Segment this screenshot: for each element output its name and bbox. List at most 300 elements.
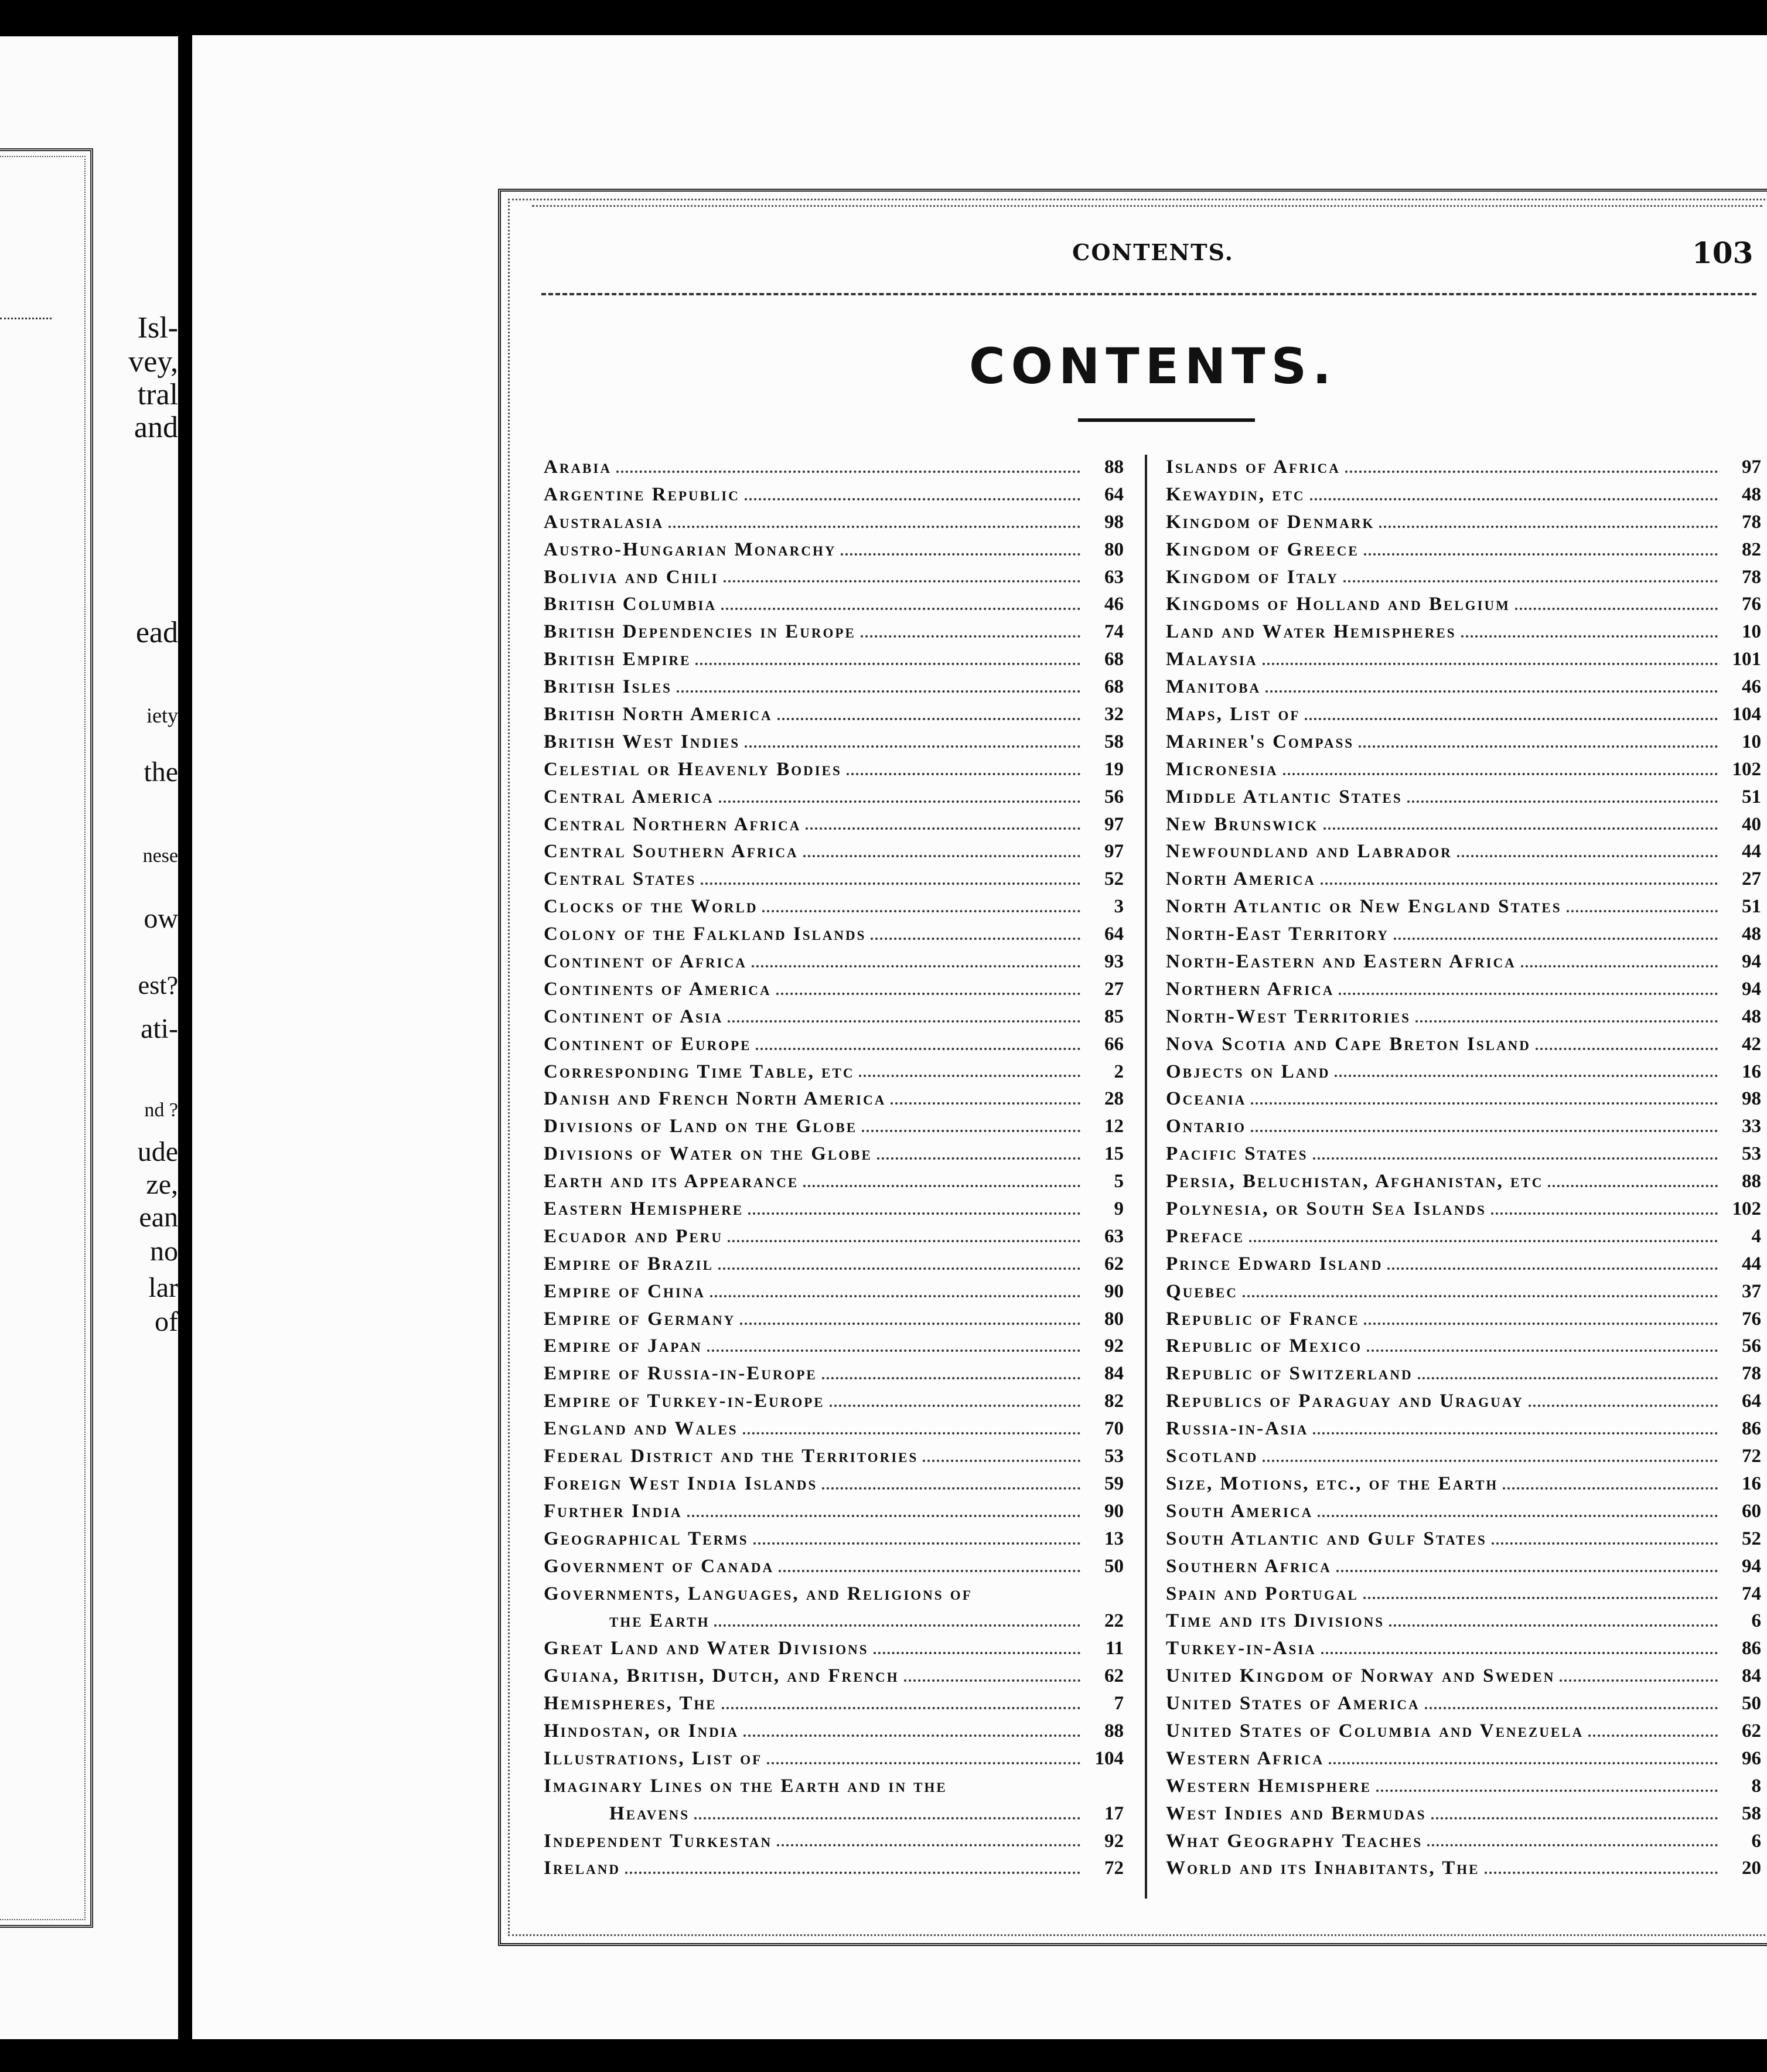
left-text-fragment: ow: [144, 903, 178, 934]
toc-entry-title: Arabia: [544, 456, 612, 478]
toc-entry-page: 60: [1742, 1500, 1761, 1522]
toc-entry-title: Oceania: [1166, 1088, 1247, 1110]
leader-dots: [677, 682, 1080, 693]
leader-dots: [1548, 1177, 1718, 1187]
toc-entry: [1166, 1195, 1761, 1223]
leader-dots: [1318, 1507, 1718, 1517]
toc-entry-title: Bolivia and Chili: [544, 566, 719, 588]
leader-dots: [722, 1699, 1080, 1709]
toc-entry-page: 97: [1742, 456, 1761, 478]
toc-entry-page: 78: [1742, 566, 1761, 588]
toc-entry: [544, 509, 1124, 536]
leader-dots: [1461, 627, 1718, 638]
toc-entry: [1166, 1607, 1761, 1635]
toc-entry: [544, 1360, 1124, 1388]
leader-dots: [1336, 1562, 1718, 1572]
toc-entry: [544, 1140, 1124, 1168]
leader-dots: [719, 792, 1080, 803]
left-text-fragment: ude: [137, 1136, 178, 1167]
leader-dots: [871, 929, 1080, 940]
leader-dots: [777, 710, 1080, 720]
left-text-fragment: vey,: [128, 345, 178, 379]
leader-dots: [707, 1341, 1080, 1352]
leader-dots: [830, 1396, 1080, 1407]
toc-entry-title: North-East Territory: [1166, 923, 1389, 945]
toc-entry-title: Federal District and the Territories: [544, 1446, 919, 1467]
toc-entry-title: Ecuador and Peru: [544, 1225, 723, 1247]
toc-entry: [1166, 618, 1761, 646]
toc-entry-page: 72: [1742, 1446, 1761, 1467]
toc-entry: [1166, 591, 1761, 618]
leader-dots: [728, 1232, 1080, 1242]
toc-entry: [544, 591, 1124, 618]
toc-entry: [1166, 1388, 1761, 1415]
toc-entry: [1166, 865, 1761, 893]
left-text-fragment: no: [150, 1236, 178, 1267]
toc-entry-title: Turkey-in-Asia: [1166, 1638, 1316, 1659]
toc-entry-title: Republic of Mexico: [1166, 1335, 1363, 1357]
toc-entry-title: Size, Motions, etc., of the Earth: [1166, 1473, 1499, 1494]
toc-entry: [544, 1470, 1124, 1498]
left-text-fragment: ead: [135, 616, 178, 649]
toc-entry-title: Republic of France: [1166, 1308, 1360, 1330]
leader-dots: [1263, 655, 1718, 665]
toc-entry: [544, 1333, 1124, 1361]
toc-entry-page: 52: [1104, 868, 1124, 890]
toc-entry-title: Australasia: [544, 511, 664, 533]
toc-entry-page: 104: [1732, 704, 1761, 725]
toc-entry: [544, 1415, 1124, 1443]
leader-dots: [861, 627, 1080, 638]
toc-entry-page: 37: [1742, 1280, 1761, 1302]
toc-entry-title: Great Land and Water Divisions: [544, 1638, 869, 1659]
toc-entry: [1166, 1690, 1761, 1717]
toc-entry-page: 92: [1104, 1335, 1124, 1357]
leader-dots: [721, 599, 1080, 610]
toc-entry: [1166, 1635, 1761, 1662]
toc-entry: [1166, 1773, 1761, 1800]
toc-entry-title: Maps, List of: [1166, 704, 1301, 725]
toc-entry-title: Argentine Republic: [544, 483, 740, 505]
toc-entry: [1166, 1113, 1761, 1140]
leader-dots: [822, 1479, 1080, 1490]
leader-dots: [694, 1809, 1080, 1819]
leader-dots: [891, 1094, 1080, 1105]
leader-dots: [1364, 1314, 1718, 1325]
leader-dots: [1251, 1122, 1718, 1132]
toc-entry: [1166, 1085, 1761, 1113]
toc-entry-title: Kewaydin, etc: [1166, 483, 1305, 505]
toc-entry-title: Preface: [1166, 1225, 1245, 1247]
leader-dots: [806, 819, 1080, 830]
leader-dots: [1394, 929, 1718, 940]
leader-dots: [1567, 902, 1718, 912]
leader-dots: [1313, 1424, 1718, 1434]
toc-entry: [544, 728, 1124, 756]
left-text-fragment: ean: [139, 1202, 178, 1233]
leader-dots: [904, 1671, 1080, 1682]
toc-entry-page: 48: [1742, 483, 1761, 505]
toc-entry-title: Objects on Land: [1166, 1061, 1331, 1082]
leader-dots: [1251, 1094, 1718, 1105]
toc-entry-title: Divisions of Water on the Globe: [544, 1143, 872, 1165]
toc-entry: [544, 811, 1124, 839]
toc-entry-title: South America: [1166, 1500, 1314, 1522]
leader-dots: [877, 1149, 1080, 1160]
toc-entry-page: 53: [1742, 1143, 1761, 1165]
toc-entry-title: United States of America: [1166, 1693, 1420, 1715]
toc-entry-page: 88: [1104, 1720, 1124, 1742]
left-text-fragment: lar: [148, 1272, 178, 1303]
toc-entry-title: South Atlantic and Gulf States: [1166, 1528, 1487, 1549]
toc-entry-page: 97: [1104, 813, 1124, 835]
toc-entry-page: 88: [1742, 1171, 1761, 1192]
toc-entry-page: 86: [1742, 1638, 1761, 1659]
left-text-fragment: of: [155, 1306, 178, 1337]
leader-dots: [745, 490, 1080, 500]
toc-entry-title: Divisions of Land on the Globe: [544, 1116, 858, 1137]
toc-entry: [544, 646, 1124, 673]
toc-entry-title: Independent Turkestan: [544, 1830, 773, 1852]
toc-entry-page: 6: [1751, 1830, 1761, 1852]
leader-dots: [710, 1287, 1080, 1297]
toc-entry-title: Empire of Japan: [544, 1335, 702, 1357]
toc-entry: [544, 481, 1124, 509]
leader-dots: [1529, 1396, 1718, 1407]
toc-entry-title: Micronesia: [1166, 758, 1278, 780]
leader-dots: [1521, 957, 1718, 967]
toc-entry: [1166, 1553, 1761, 1580]
toc-entry-title-continued: the Earth: [609, 1610, 710, 1632]
toc-entry-title: Northern Africa: [1166, 978, 1335, 1000]
toc-entry-title: Quebec: [1166, 1280, 1238, 1302]
toc-entry-title: Danish and French North America: [544, 1088, 886, 1110]
toc-entry-page: 64: [1742, 1391, 1761, 1412]
toc-entry: [1166, 564, 1761, 591]
left-text-fragment: Isl-: [137, 311, 178, 345]
toc-entry: [544, 1031, 1124, 1058]
toc-entry: [544, 1223, 1124, 1250]
toc-entry: [544, 948, 1124, 976]
toc-entry-title: Eastern Hemisphere: [544, 1198, 744, 1220]
leader-dots: [756, 1040, 1080, 1050]
toc-entry-title: Malaysia: [1166, 649, 1258, 670]
leader-dots: [724, 572, 1080, 582]
toc-entry-page: 11: [1105, 1638, 1124, 1659]
toc-entry-title: British Isles: [544, 676, 672, 698]
toc-entry: [1166, 701, 1761, 728]
toc-entry-title: Continents of America: [544, 978, 772, 1000]
toc-entry-page: 50: [1104, 1555, 1124, 1577]
frame-ornament-top: [532, 205, 1762, 213]
toc-column-left: [544, 454, 1124, 1882]
leader-dots: [776, 984, 1080, 995]
leader-dots: [762, 902, 1080, 912]
toc-entry: [544, 536, 1124, 564]
left-text-fragment: nese: [142, 845, 178, 867]
left-text-fragment: ze,: [146, 1169, 178, 1200]
toc-entry-title: Mariner's Compass: [1166, 731, 1355, 752]
toc-entry: [1166, 1443, 1761, 1470]
leader-dots: [740, 1314, 1080, 1325]
running-head: CONTENTS.: [1072, 239, 1234, 265]
toc-entry-page: 64: [1104, 923, 1124, 945]
toc-entry: [544, 1058, 1124, 1086]
toc-entry-page: 104: [1094, 1747, 1124, 1769]
toc-entry-page: 3: [1114, 896, 1124, 918]
leader-dots: [1367, 1341, 1718, 1352]
leader-dots: [1263, 1451, 1718, 1462]
left-text-fragment: ati-: [141, 1013, 178, 1044]
toc-entry: [1166, 1525, 1761, 1553]
leader-dots: [1427, 1836, 1718, 1846]
leader-dots: [874, 1644, 1080, 1654]
toc-entry-page: 102: [1732, 758, 1761, 780]
toc-entry: [544, 1580, 1124, 1635]
toc-entry-title: Austro-Hungarian Monarchy: [544, 539, 837, 560]
toc-entry-page: 13: [1104, 1528, 1124, 1549]
toc-entry-title: British Dependencies in Europe: [544, 621, 856, 643]
toc-entry-title: New Brunswick: [1166, 813, 1319, 835]
leader-dots: [753, 1534, 1080, 1545]
toc-entry: [544, 976, 1124, 1003]
toc-entry: [544, 1690, 1124, 1717]
toc-entry: [1166, 673, 1761, 701]
leader-dots: [1343, 572, 1718, 582]
toc-entry: [1166, 948, 1761, 976]
toc-entry-page: 62: [1104, 1665, 1124, 1687]
toc-entry: [544, 921, 1124, 948]
toc-entry-page: 84: [1104, 1363, 1124, 1385]
toc-entry-page: 86: [1742, 1418, 1761, 1440]
toc-entry: [1166, 1498, 1761, 1525]
toc-entry: [1166, 1250, 1761, 1278]
toc-entry: [544, 893, 1124, 921]
toc-entry-title: Empire of Turkey-in-Europe: [544, 1391, 825, 1412]
toc-entry-page: 44: [1742, 841, 1761, 863]
toc-entry-title: Kingdom of Denmark: [1166, 511, 1375, 533]
toc-entry: [544, 673, 1124, 701]
leader-dots: [1243, 1287, 1718, 1297]
toc-entry: [1166, 1415, 1761, 1443]
title-rule: [1078, 418, 1255, 422]
toc-entry-title: North-Eastern and Eastern Africa: [1166, 951, 1516, 973]
toc-entry-page: 17: [1104, 1802, 1124, 1824]
leader-dots: [748, 1204, 1080, 1215]
toc-entry-title: North-West Territories: [1166, 1006, 1411, 1027]
toc-entry-title: Newfoundland and Labrador: [1166, 841, 1452, 863]
toc-entry-title: Land and Water Hemispheres: [1166, 621, 1456, 643]
contents-page: [192, 35, 1767, 2039]
toc-entry-page: 84: [1742, 1665, 1761, 1687]
toc-entry-title: Kingdom of Greece: [1166, 539, 1359, 560]
toc-entry: [1166, 481, 1761, 509]
toc-entry-page: 68: [1104, 676, 1124, 698]
toc-entry-title: Spain and Portugal: [1166, 1583, 1359, 1604]
leader-dots: [803, 1177, 1080, 1187]
leader-dots: [822, 1369, 1080, 1379]
leader-dots: [1335, 1066, 1718, 1077]
left-text-fragment: tral: [137, 378, 178, 411]
toc-entry: [544, 1662, 1124, 1690]
toc-entry-page: 20: [1742, 1858, 1761, 1879]
leader-dots: [1431, 1809, 1718, 1819]
leader-dots: [695, 655, 1080, 665]
leader-dots: [1457, 847, 1718, 857]
toc-entry-page: 80: [1104, 1308, 1124, 1330]
scan-bottom-edge: [0, 2039, 1767, 2072]
toc-entry-page: 98: [1742, 1088, 1761, 1110]
toc-entry-title: Manitoba: [1166, 676, 1261, 698]
toc-entry-title: North Atlantic or New England States: [1166, 896, 1562, 918]
toc-entry-title: Foreign West India Islands: [544, 1473, 818, 1494]
leader-dots: [1359, 737, 1718, 748]
leader-dots: [1536, 1040, 1718, 1050]
toc-entry-page: 64: [1104, 483, 1124, 505]
page-number: 103: [1692, 236, 1754, 270]
toc-entry-page: 44: [1742, 1253, 1761, 1274]
toc-entry-page: 82: [1104, 1391, 1124, 1412]
toc-entry-page: 85: [1104, 1006, 1124, 1027]
toc-entry-page: 51: [1742, 896, 1761, 918]
toc-entry-title: Continent of Africa: [544, 951, 747, 973]
left-page-border: [0, 148, 93, 1928]
toc-entry-page: 62: [1104, 1253, 1124, 1274]
toc-entry-page: 48: [1742, 923, 1761, 945]
toc-entry: [1166, 976, 1761, 1003]
toc-entry-page: 70: [1104, 1418, 1124, 1440]
toc-entry-page: 78: [1742, 511, 1761, 533]
leader-dots: [767, 1754, 1080, 1764]
toc-entry: [544, 1113, 1124, 1140]
toc-entry-page: 6: [1751, 1610, 1761, 1632]
header-rule: [541, 293, 1756, 299]
toc-entry-title: Republics of Paraguay and Uraguay: [1166, 1391, 1524, 1412]
leader-dots: [1418, 1369, 1718, 1379]
leader-dots: [1321, 874, 1718, 885]
toc-entry-page: 53: [1104, 1446, 1124, 1467]
leader-dots: [803, 847, 1080, 857]
toc-entry: [1166, 838, 1761, 865]
leader-dots: [1485, 1863, 1718, 1874]
toc-entry-title: West Indies and Bermudas: [1166, 1802, 1427, 1824]
toc-entry-page: 7: [1114, 1693, 1124, 1715]
toc-entry: [544, 1553, 1124, 1580]
toc-entry-title: Central Southern Africa: [544, 841, 799, 863]
toc-entry-title: Western Africa: [1166, 1747, 1325, 1769]
toc-entry-page: 90: [1104, 1500, 1124, 1522]
leader-dots: [743, 1726, 1080, 1737]
leader-dots: [1305, 710, 1718, 720]
toc-entry: [544, 564, 1124, 591]
toc-entry: [1166, 1140, 1761, 1168]
toc-entry-title: England and Wales: [544, 1418, 738, 1440]
toc-entry-page: 27: [1104, 978, 1124, 1000]
toc-entry-page: 94: [1742, 1555, 1761, 1577]
page-title: CONTENTS.: [968, 338, 1338, 395]
toc-entry: [544, 1195, 1124, 1223]
toc-entry-page: 90: [1104, 1280, 1124, 1302]
toc-entry-title: Empire of China: [544, 1280, 706, 1302]
toc-entry-page: 80: [1104, 539, 1124, 560]
left-page-edge: [0, 36, 178, 2072]
toc-entry-page: 22: [1104, 1610, 1124, 1632]
toc-entry-page: 40: [1742, 813, 1761, 835]
leader-dots: [1364, 545, 1718, 556]
toc-entry: [1166, 1031, 1761, 1058]
leader-dots: [1492, 1534, 1718, 1545]
toc-entry-page: 10: [1742, 621, 1761, 643]
toc-entry: [1166, 1580, 1761, 1608]
toc-entry-title: Earth and its Appearance: [544, 1171, 799, 1192]
leader-dots: [777, 1836, 1080, 1846]
toc-entry-title: Kingdom of Italy: [1166, 566, 1339, 588]
left-text-fragment: nd ?: [144, 1099, 178, 1121]
toc-entry-title: Corresponding Time Table, etc: [544, 1061, 855, 1082]
leader-dots: [1415, 1012, 1718, 1023]
toc-entry: [544, 1250, 1124, 1278]
toc-entry-page: 9: [1114, 1198, 1124, 1220]
toc-entry-page: 72: [1104, 1858, 1124, 1879]
toc-entry-title: Ontario: [1166, 1116, 1246, 1137]
toc-entry-title: Central America: [544, 786, 714, 807]
leader-dots: [1503, 1479, 1718, 1490]
toc-entry-page: 4: [1751, 1225, 1761, 1247]
toc-entry-title: Empire of Germany: [544, 1308, 736, 1330]
column-divider: [1145, 455, 1147, 1899]
toc-entry-page: 63: [1104, 566, 1124, 588]
leader-dots: [1310, 490, 1718, 500]
toc-entry-title: Republic of Switzerland: [1166, 1363, 1413, 1385]
toc-entry: [1166, 811, 1761, 839]
toc-entry-title: Nova Scotia and Cape Breton Island: [1166, 1033, 1531, 1055]
toc-entry-page: 28: [1104, 1088, 1124, 1110]
leader-dots: [752, 957, 1080, 967]
leader-dots: [701, 874, 1080, 885]
toc-entry-page: 76: [1742, 1308, 1761, 1330]
toc-entry-title: Kingdoms of Holland and Belgium: [1166, 594, 1510, 615]
leader-dots: [1376, 1781, 1718, 1792]
toc-entry: [1166, 509, 1761, 536]
toc-entry-page: 58: [1104, 731, 1124, 752]
toc-entry-title: Celestial or Heavenly Bodies: [544, 758, 842, 780]
toc-entry: [544, 1773, 1124, 1828]
toc-entry: [1166, 783, 1761, 811]
leader-dots: [1387, 1259, 1718, 1270]
toc-entry-title: British Empire: [544, 649, 691, 670]
toc-entry-title: Russia-in-Asia: [1166, 1418, 1309, 1440]
toc-entry-title: Polynesia, or South Sea Islands: [1166, 1198, 1486, 1220]
toc-entry-page: 5: [1114, 1171, 1124, 1192]
toc-entry-page: 97: [1104, 841, 1124, 863]
leader-dots: [841, 545, 1080, 556]
toc-entry-page: 102: [1732, 1198, 1761, 1220]
toc-entry-title: World and its Inhabitants, The: [1166, 1858, 1480, 1879]
toc-entry-page: 63: [1104, 1225, 1124, 1247]
toc-entry-page: 98: [1104, 511, 1124, 533]
toc-entry-page: 50: [1742, 1693, 1761, 1715]
toc-entry: [1166, 1333, 1761, 1361]
toc-entry-page: 51: [1742, 786, 1761, 807]
toc-entry-title: Ireland: [544, 1858, 620, 1879]
toc-entry-title: Southern Africa: [1166, 1555, 1332, 1577]
toc-entry: [1166, 1168, 1761, 1195]
toc-entry: [544, 1306, 1124, 1333]
toc-entry-title: Prince Edward Island: [1166, 1253, 1383, 1274]
toc-entry: [1166, 1717, 1761, 1745]
leader-dots: [1321, 1644, 1718, 1654]
toc-entry: [544, 1168, 1124, 1195]
